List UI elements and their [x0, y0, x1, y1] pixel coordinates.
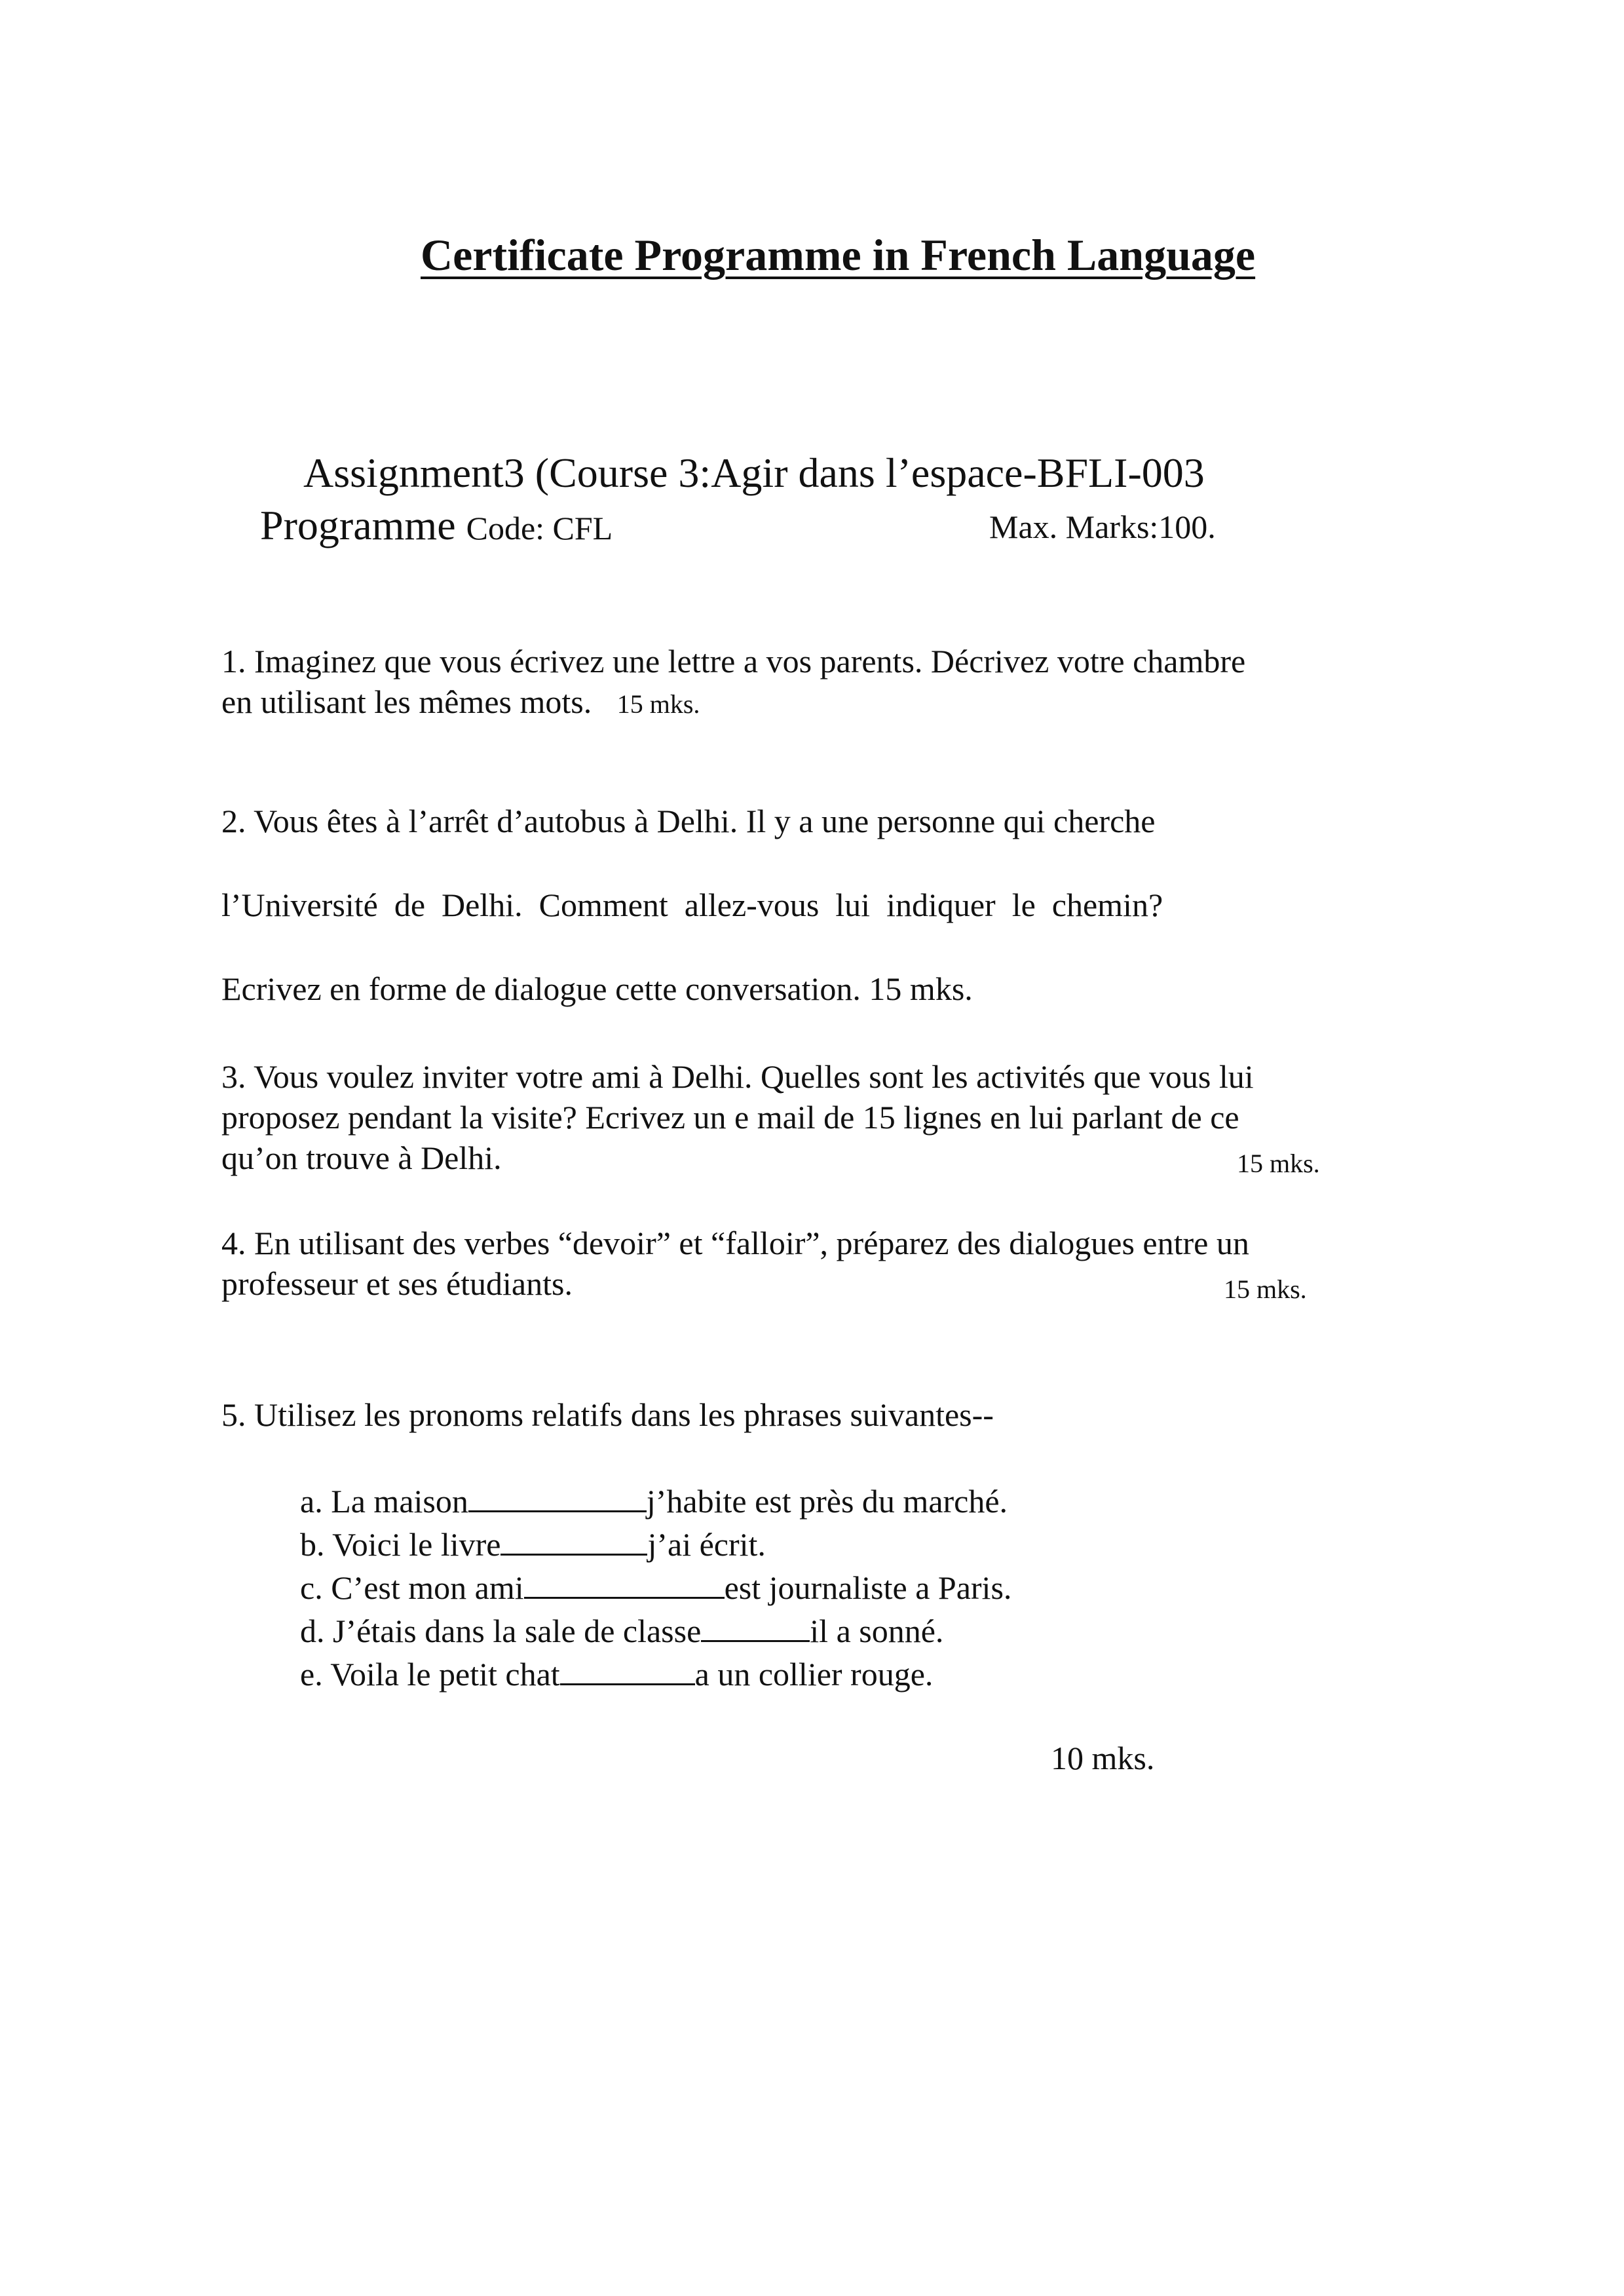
q1-line2: [221, 681, 700, 725]
item-text-after: est journaliste a Paris.: [724, 1569, 1012, 1606]
q5-prompt: 5. Utilisez les pronoms relatifs dans les phrases suivantes--: [221, 1396, 994, 1433]
q3-line2: proposez pendant la visite? Ecrivez un e mail de 15 lignes en lui parlant de ce: [221, 1099, 1239, 1136]
q3-line1: 3. Vous voulez inviter votre ami à Delhi. Quelles sont les activités que vous lui: [221, 1058, 1254, 1095]
q1-line1: 1. Imaginez que vous écrivez une lettre a vos parents. Décrivez votre chambre: [221, 643, 1246, 679]
q5-marks: 10 mks.: [1051, 1740, 1155, 1776]
programme-code: Code: CFL: [466, 510, 613, 546]
programme-label: Programme: [260, 502, 456, 548]
programme-code-line: [260, 501, 613, 550]
q4-marks: 15 mks.: [1224, 1274, 1307, 1304]
q4-line1: 4. En utilisant des verbes “devoir” et “falloir”, préparez des dialogues entre un: [221, 1225, 1249, 1261]
q5-item-a: [300, 1482, 1008, 1520]
item-text-before: c. C’est mon ami: [300, 1569, 524, 1606]
q1-text: en utilisant les mêmes mots.: [221, 683, 592, 720]
document-title: Certificate Programme in French Language: [421, 230, 1256, 280]
answer-blank: [701, 1614, 810, 1642]
q5-item-b: [300, 1525, 766, 1563]
q5-item-d: [300, 1612, 943, 1650]
item-text-before: e. Voila le petit chat: [300, 1656, 560, 1693]
q2-line3: Ecrivez en forme de dialogue cette conversation. 15 mks.: [221, 970, 973, 1007]
item-text-before: a. La maison: [300, 1483, 468, 1520]
answer-blank: [468, 1484, 647, 1512]
q4-line2: professeur et ses étudiants.: [221, 1265, 573, 1302]
q5-item-e: [300, 1655, 933, 1693]
q3-line3: qu’on trouve à Delhi.: [221, 1139, 502, 1176]
item-text-after: a un collier rouge.: [694, 1656, 934, 1693]
answer-blank: [524, 1571, 725, 1599]
item-text-before: b. Voici le livre: [300, 1526, 501, 1563]
q1-marks: 15 mks.: [616, 689, 700, 719]
q3-marks: 15 mks.: [1237, 1149, 1320, 1178]
q5-item-c: [300, 1569, 1011, 1607]
q2-line1: 2. Vous êtes à l’arrêt d’autobus à Delhi. Il y a une personne qui cherche: [221, 803, 1156, 839]
answer-blank: [500, 1527, 647, 1556]
item-text-before: d. J’étais dans la sale de classe: [300, 1613, 702, 1649]
assignment-line: Assignment3 (Course 3:Agir dans l’espace-BFLI-003: [303, 450, 1205, 496]
item-text-after: j’ai écrit.: [647, 1526, 766, 1563]
item-text-after: il a sonné.: [810, 1613, 944, 1649]
q2-line2: l’Université de Delhi. Comment allez-vous lui indiquer le chemin?: [221, 887, 1163, 923]
max-marks: Max. Marks:100.: [989, 508, 1216, 545]
answer-blank: [560, 1657, 695, 1685]
item-text-after: j’habite est près du marché.: [646, 1483, 1008, 1520]
